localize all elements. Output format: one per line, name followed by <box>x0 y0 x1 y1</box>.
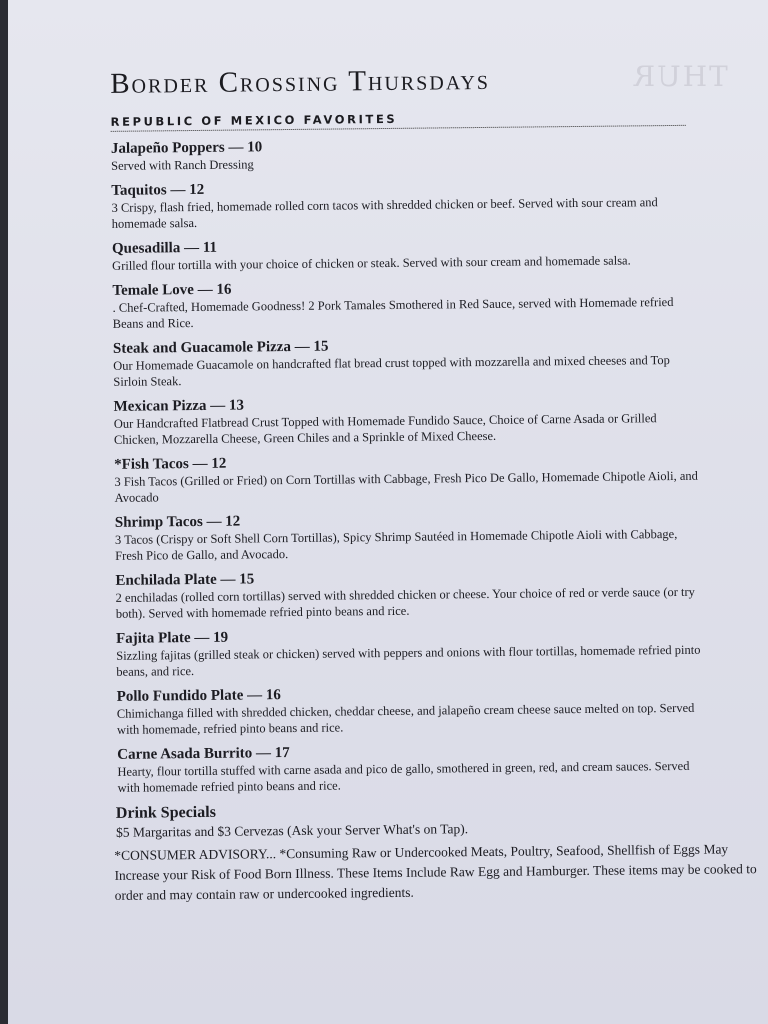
menu-item-taquitos <box>111 175 739 232</box>
item-name: Shrimp Tacos — 12 <box>114 513 241 531</box>
menu-page <box>8 0 768 1024</box>
item-description: Chimichanga filled with shredded chicken, cheddar cheese, and jalapeño cream cheese sauce melted on top. Served with homemade, refried pinto beans and rice. <box>116 700 695 737</box>
item-name: Jalapeño Poppers — 10 <box>110 139 263 157</box>
drinks-text: $5 Margaritas and $3 Cervezas (Ask your Server What's on Tap). <box>115 821 469 840</box>
item-description: Our Handcrafted Flatbread Crust Topped with Homemade Fundido Sauce, Choice of Carne Asada or Grilled Chicken, Mozzarella Cheese, Green Chiles and a Sprinkle of Mixed Cheese. <box>113 411 657 447</box>
item-description: 3 Fish Tacos (Grilled or Fried) on Corn Tortillas with Cabbage, Fresh Pico De Gallo, Homemade Chipotle Aioli, and Avocado <box>114 468 698 505</box>
show-through-text: THUR <box>632 60 728 93</box>
item-name: Pollo Fundido Plate — 16 <box>116 687 281 705</box>
item-description: Our Homemade Guacamole on handcrafted flat bread crust topped with mozzarella and mixed cheeses and Top Sirloin Steak. <box>113 353 670 389</box>
drinks-title: Drink Specials <box>115 803 216 822</box>
menu-content <box>98 55 757 906</box>
menu-title: Border Crossing Thursdays <box>110 63 491 100</box>
item-name: Taquitos — 12 <box>111 181 205 199</box>
menu-items-list <box>99 133 746 796</box>
item-name: *Fish Tacos — 12 <box>114 455 227 473</box>
menu-item-pollo-fundido-plate <box>117 681 745 738</box>
menu-item-quesadilla <box>112 233 740 274</box>
menu-item-fish-tacos <box>114 449 742 506</box>
menu-item-mexican-pizza <box>114 391 742 448</box>
menu-item-jalapeno-poppers <box>111 133 739 174</box>
item-description: 2 enchiladas (rolled corn tortillas) served with shredded chicken or cheese. Your choice of red or verde sauce (or try both). Served with homemade refried pinto beans and rice. <box>115 584 695 621</box>
item-description: Sizzling fajitas (grilled steak or chicken) served with peppers and onions with flour tortillas, homemade refried pinto beans, and rice. <box>116 642 701 679</box>
item-name: Temale Love — 16 <box>112 281 232 299</box>
item-name: Quesadilla — 11 <box>111 239 218 257</box>
item-description: . Chef-Crafted, Homemade Goodness! 2 Pork Tamales Smothered in Red Sauce, served with Homemade refried Beans and Rice. <box>112 294 674 331</box>
item-description: Hearty, flour tortilla stuffed with carne asada and pico de gallo, smothered in green, red, and cream sauces. Served with homemade refried pinto beans and rice. <box>117 758 690 795</box>
item-name: Enchilada Plate — 15 <box>115 571 255 589</box>
menu-item-carne-asada-burrito <box>117 739 745 796</box>
item-description: 3 Tacos (Crispy or Soft Shell Corn Tortillas), Spicy Shrimp Sautéed in Homemade Chipotle Aioli with Cabbage, Fresh Pico de Gallo, and Avocado. <box>114 526 678 563</box>
menu-item-temale-love <box>112 275 740 332</box>
drink-specials <box>116 797 746 842</box>
menu-item-steak-guacamole-pizza <box>113 333 741 390</box>
item-name: Fajita Plate — 19 <box>115 629 229 647</box>
section-heading: REPUBLIC OF MEXICO FAVORITES <box>111 109 686 132</box>
item-name: Steak and Guacamole Pizza — 15 <box>112 338 329 357</box>
item-name: Mexican Pizza — 13 <box>113 397 245 415</box>
item-description: 3 Crispy, flash fried, homemade rolled corn tacos with shredded chicken or beef. Served with sour cream and homemade salsa. <box>111 195 658 231</box>
item-description: Grilled flour tortilla with your choice of chicken or steak. Served with sour cream and homemade salsa. <box>112 253 631 273</box>
item-name: Carne Asada Burrito — 17 <box>117 745 290 763</box>
menu-item-fajita-plate <box>116 623 744 680</box>
menu-item-shrimp-tacos <box>115 507 743 564</box>
menu-item-enchilada-plate <box>115 565 743 622</box>
item-description: Served with Ranch Dressing <box>111 157 254 173</box>
consumer-advisory: *CONSUMER ADVISORY... *Consuming Raw or Undercooked Meats, Poultry, Seafood, Shellfish of Eggs May Increase your Risk of Food Born Illness. These Items Include Raw Egg and Hamburger. These items may be cooked to order and may contain raw or undercooked ingredients. <box>114 841 757 903</box>
